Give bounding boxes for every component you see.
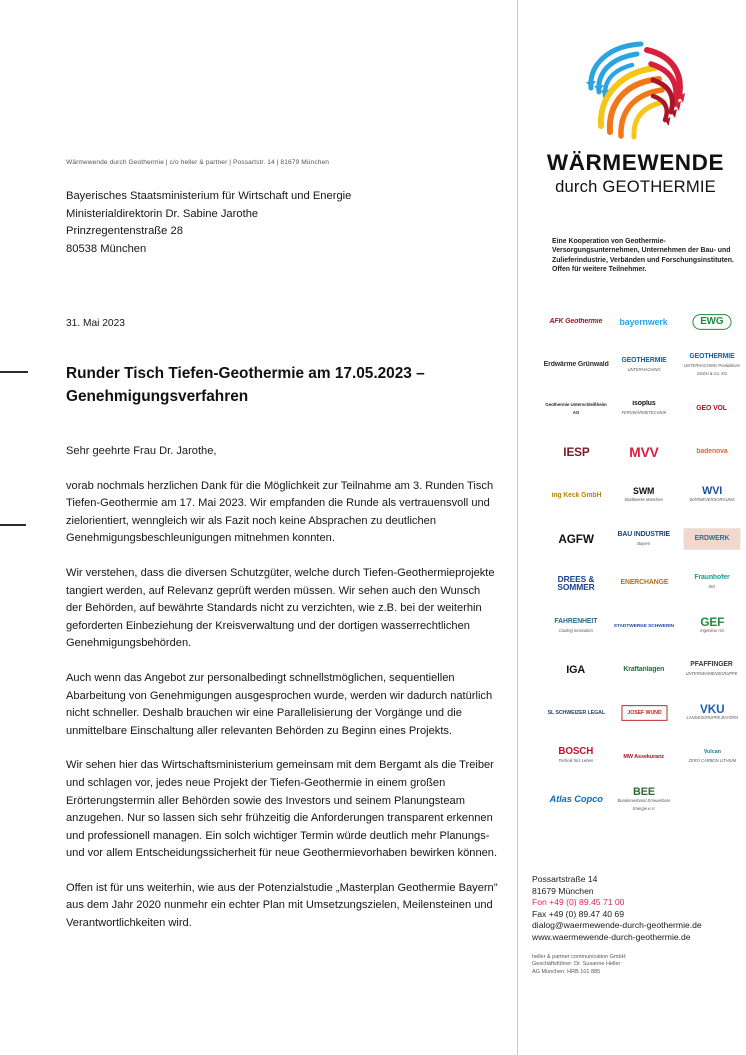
recipient-line: 80538 München [66, 242, 147, 255]
letter-paragraph: Wir verstehen, dass die diversen Schutzgüter, welche durch Tiefen-Geothermieprojekte tangiert werden, auf Relevanz geprüft werden müssen. Wir sehen auch den Wunsch der Behörden, auf bewährte Standards nicht zu verzichten, wie z.B. bei der weiterhin geforderten Einbeziehung der Kreisverwaltung und der dortigen wasserrechtlichen Genehmigungsbehörden. [66, 566, 495, 650]
partner-logo: SL SCHWEIZER LEGAL [547, 710, 605, 717]
partner-logo-grid [542, 300, 746, 822]
partner-logo: SWM Stadtwerke München [624, 486, 664, 503]
legal-line: AG München; HRB 101 885 [532, 968, 601, 975]
partner-logo: GEOTHERMIE UNTERHACHING [621, 356, 667, 372]
letter-paragraph: Offen ist für uns weiterhin, wie aus der Potenzialstudie „Masterplan Geothermie Bayern" aus dem Jahr 2020 nunmehr ein echter Plan mit Umsetzungszielen, Meilensteinen und Verantwortlichkeiten wird. [66, 881, 498, 930]
partner-logo-row [542, 605, 746, 649]
brand-name-secondary: durch GEOTHERMIE [555, 177, 716, 196]
partner-logo: EWG [678, 302, 746, 342]
footer-street: Possartstraße 14 [532, 874, 598, 884]
recipient-address-block [66, 188, 498, 258]
partner-logo: Geothermie Unterschleißheim AG [545, 401, 607, 415]
letter-paragraphs [66, 478, 498, 933]
partner-logo-row [542, 779, 746, 823]
recipient-line: Ministerialdirektorin Dr. Sabine Jarothe [66, 207, 259, 220]
partner-logo: WVI WÄRMEVERSORGUNG [689, 485, 735, 503]
partner-logo: MVV [629, 444, 659, 461]
letter-paragraph: vorab nochmals herzlichen Dank für die Möglichkeit zur Teilnahme am 3. Runden Tisch Tiefen-Geothermie am 17. Mai 2023. Wir empfanden die Runde als vertrauensvoll und zielorientiert, wenngleich wir als Fazit noch keine Absprachen zu deutlichen Genehmigungsbeschleunigungen mitnehmen konnten. [66, 479, 494, 545]
cooperation-description: Eine Kooperation von Geothermie-Versorgungsunternehmen, Unternehmen der Bau- und Zulieferindustrie, Verbänden und Forschungsinstituten. Offen für weitere Teilnehmer. [552, 238, 734, 274]
letter-date: 31. Mai 2023 [66, 318, 125, 329]
brand-name-primary: WÄRMEWENDE [546, 150, 725, 175]
letter-salutation: Sehr geehrte Frau Dr. Jarothe, [66, 445, 217, 457]
footer-website[interactable]: www.waermewende-durch-geothermie.de [532, 931, 691, 942]
partner-logo: IGA [566, 663, 586, 676]
partner-logo: JOSEF WUND [610, 693, 678, 733]
partner-logo: Fraunhofer IEG [694, 574, 730, 590]
partner-logo: Kraftanlagen [623, 665, 665, 673]
partner-logo-row [542, 474, 746, 518]
partner-logo-row [542, 344, 746, 388]
partner-logo: AFK Geothermie [549, 317, 603, 325]
partner-logo: IESP [562, 445, 590, 460]
partner-logo-row [542, 387, 746, 431]
partner-logo: badenova [696, 448, 728, 456]
footer-contact-block [532, 874, 742, 976]
partner-logo: ENERCHANGE [620, 578, 668, 586]
partner-logo: ing Keck GmbH [551, 491, 601, 499]
partner-logo: PFAFFINGER UNTERNEHMENSGRUPPE [685, 661, 739, 677]
partner-logo: STADTWERKE SCHWERIN [613, 623, 675, 630]
partner-logo-row [542, 518, 746, 562]
partner-logo: AGFW [558, 532, 594, 547]
letter-body-column [66, 0, 498, 933]
partner-logo: GEO VOL [696, 404, 728, 412]
partner-logo: Vulcan ZERO CARBON LITHIUM [688, 749, 736, 764]
partner-logo-row [542, 648, 746, 692]
footer-email[interactable]: dialog@waermewende-durch-geothermie.de [532, 920, 702, 931]
partner-logo-empty [678, 780, 746, 820]
partner-logo: BEE Bundesverband Erneuerbare Energie e.V. [617, 786, 671, 811]
recipient-line: Bayerisches Staatsministerium für Wirtschaft und Energie [66, 190, 352, 202]
geothermie-swoosh-icon [563, 38, 703, 142]
letter-paragraph: Auch wenn das Angebot zur personalbedingt schnellstmöglichen, sequentiellen Abarbeitung von Genehmigungen ausgesprochen wurde, werden wir dadurch natürlich nicht schneller. Deshalb brauchen wir eine Parallelisierung der Vorgänge und die unmittelbare Einschaltung aller relevanten Behörden zu Beginn eines Projekts. [66, 671, 493, 737]
partner-logo: GEF Ingenieur AG [699, 614, 725, 633]
partner-logo: Atlas Copco [549, 794, 603, 806]
partner-logo-row [542, 692, 746, 736]
partner-logo-row [542, 300, 746, 344]
partner-logo-row [542, 431, 746, 475]
partner-logo: BAU INDUSTRIE Bayern [617, 530, 671, 546]
legal-line: Geschäftsführer: Dr. Susanne Heller [532, 961, 621, 968]
partner-logo: isoplus FERNWÄRMETECHNIK [621, 400, 667, 416]
letter-subject: Runder Tisch Tiefen-Geothermie am 17.05.2023 – Genehmigungsverfahren [66, 365, 425, 405]
footer-legal-info [532, 954, 742, 977]
partner-logo: BOSCH Technik fürs Leben [558, 746, 594, 764]
recipient-line: Prinzregentenstraße 28 [66, 225, 183, 237]
partner-logo-row [542, 561, 746, 605]
partner-logo-row [542, 735, 746, 779]
partner-logo: bayernwerk [619, 316, 669, 327]
letter-paragraph: Wir sehen hier das Wirtschaftsministerium gemeinsam mit dem Bergamt als die Treiber und schlagen vor, jedes neue Projekt der Tiefen-Geothermie in einem großen Erörterungstermin aller Behörden sowie des Investors und seinem Planungsteam anzugehen. Nur so lassen sich sehr frühzeitig die Anforderungen transparent erkennen und professionell managen. Ein solch wichtiger Termin würde deutlich mehr Planungs- und vor allem Entscheidungssicherheit für neue Geothermievorhaben bewirken können. [66, 759, 498, 860]
sender-return-address: Wärmewende durch Geothermie | c/o heller & partner | Possartstr. 14 | 81679 München [66, 159, 330, 166]
partner-logo: Erdwärme Grünwald [543, 361, 609, 369]
footer-phone[interactable]: Fon +49 (0) 89.45 71 00 [532, 897, 625, 908]
fold-mark-top [0, 371, 28, 373]
footer-fax: Fax +49 (0) 89.47 40 69 [532, 908, 624, 919]
partner-logo: DREES & SOMMER [557, 573, 595, 592]
partner-logo: VKU LANDESGRUPPE BAYERN [686, 701, 738, 720]
brand-wordmark [528, 150, 743, 198]
partner-logo: ERDWERK [678, 519, 746, 559]
footer-city: 81679 München [532, 885, 594, 896]
fold-mark-bottom [0, 524, 26, 526]
partner-logo: GEOTHERMIE UNTERHACHING Produktions GmbH & Co. KG [684, 353, 740, 376]
partner-logo: FAHRENHEIT Cooling Innovation [554, 617, 598, 633]
partner-logo: MW Assekuranz [623, 753, 665, 760]
legal-line: heller & partner communication GmbH [532, 953, 626, 960]
brand-logo [563, 38, 703, 142]
